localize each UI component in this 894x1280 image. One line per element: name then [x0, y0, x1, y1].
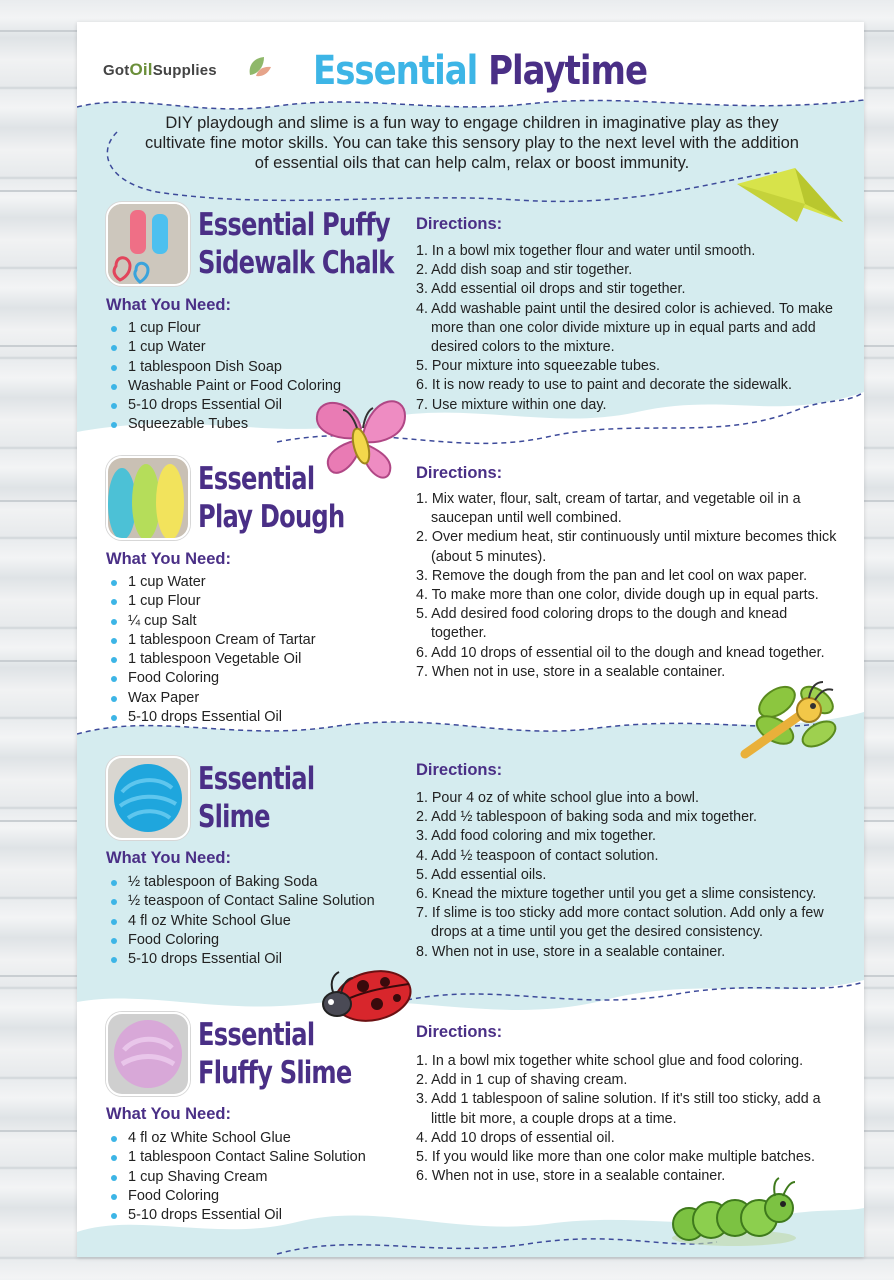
ingredient-item: 5-10 drops Essential Oil — [106, 396, 341, 415]
ingredient-item: 1 tablespoon Contact Saline Solution — [106, 1148, 366, 1167]
direction-step: 6. It is now ready to use to paint and decorate the sidewalk. — [416, 377, 792, 394]
direction-step: 1. Pour 4 oz of white school glue into a bowl. — [416, 790, 699, 806]
ingredient-item: Food Coloring — [106, 669, 316, 688]
ingredient-item: 1 tablespoon Dish Soap — [106, 358, 341, 377]
paper-plane-icon — [735, 164, 845, 226]
direction-step: 1. Mix water, flour, salt, cream of tartar, and vegetable oil in a saucepan until well combined. — [416, 491, 801, 527]
ingredient-item: 1 cup Flour — [106, 319, 341, 338]
recipe-card — [77, 22, 864, 1257]
ingredient-item: Washable Paint or Food Coloring — [106, 377, 341, 396]
ingredient-item: 5-10 drops Essential Oil — [106, 1206, 366, 1225]
ingredient-item: Wax Paper — [106, 689, 316, 708]
ingredient-item: Food Coloring — [106, 1187, 366, 1206]
ingredient-item: 4 fl oz White School Glue — [106, 1129, 366, 1148]
ingredient-item: ¼ cup Salt — [106, 612, 316, 631]
direction-step: 5. Add desired food coloring drops to the dough and knead together. — [416, 606, 788, 642]
ingredient-list-sidewalk-chalk — [106, 319, 341, 435]
what-you-need-heading: What You Need: — [106, 849, 231, 867]
ingredient-item: Food Coloring — [106, 931, 375, 950]
directions-heading: Directions: — [416, 215, 503, 233]
ingredient-list-play-dough — [106, 573, 316, 727]
ingredient-item: Squeezable Tubes — [106, 415, 341, 434]
direction-step: 3. Add essential oil drops and stir together. — [416, 281, 686, 298]
direction-step: 4. To make more than one color, divide dough up in equal parts. — [416, 587, 819, 604]
leaf-icon — [246, 55, 272, 77]
directions-heading: Directions: — [416, 1023, 503, 1041]
ingredient-list-fluffy-slime — [106, 1129, 366, 1225]
dragonfly-icon — [739, 672, 849, 762]
direction-step: 2. Add ½ tablespoon of baking soda and mix together. — [416, 809, 757, 826]
direction-step: 5. If you would like more than one color make multiple batches. — [416, 1149, 815, 1166]
direction-step: 8. When not in use, store in a sealable container. — [416, 943, 726, 960]
recipe-title-line: Essential — [198, 1017, 315, 1053]
ingredient-item: 1 cup Flour — [106, 592, 316, 611]
direction-step: 4. Add 10 drops of essential oil. — [416, 1129, 615, 1146]
recipe-photo-slime — [106, 756, 190, 840]
ingredient-item: ½ teaspoon of Contact Saline Solution — [106, 892, 375, 911]
page-title-word-essential: Essential — [313, 48, 478, 94]
recipe-title-line: Fluffy Slime — [198, 1055, 352, 1091]
directions-heading: Directions: — [416, 464, 503, 482]
direction-step: 2. Add dish soap and stir together. — [416, 262, 633, 279]
what-you-need-heading: What You Need: — [106, 550, 231, 568]
what-you-need-heading: What You Need: — [106, 1105, 231, 1123]
direction-step: 5. Pour mixture into squeezable tubes. — [416, 358, 660, 375]
ingredient-item: 4 fl oz White School Glue — [106, 912, 375, 931]
ingredient-item: 1 cup Water — [106, 338, 341, 357]
recipe-title-line: Sidewalk Chalk — [198, 245, 394, 281]
directions-list-fluffy-slime — [416, 1052, 846, 1186]
brand-logo — [103, 60, 217, 80]
logo-text-oil: Oil — [129, 60, 153, 79]
directions-heading: Directions: — [416, 761, 503, 779]
recipe-title-line: Essential — [198, 461, 315, 497]
ingredient-item: 1 tablespoon Cream of Tartar — [106, 631, 316, 650]
ingredient-item: 1 tablespoon Vegetable Oil — [106, 650, 316, 669]
ingredient-item: 5-10 drops Essential Oil — [106, 950, 375, 969]
recipe-title-slime — [198, 760, 314, 836]
recipe-photo-fluffy-slime — [106, 1012, 190, 1096]
direction-step: 6. Knead the mixture together until you get a slime consistency. — [416, 886, 817, 903]
recipe-title-line: Play Dough — [198, 499, 345, 535]
direction-step: 4. Add ½ teaspoon of contact solution. — [416, 847, 659, 864]
directions-list-slime — [416, 789, 846, 962]
direction-step: 7. When not in use, store in a sealable container. — [416, 663, 726, 680]
direction-step: 6. When not in use, store in a sealable container. — [416, 1168, 726, 1185]
directions-list-play-dough — [416, 490, 846, 682]
logo-text-supplies: Supplies — [152, 62, 217, 79]
recipe-title-sidewalk-chalk — [198, 206, 394, 282]
recipe-title-fluffy-slime — [198, 1016, 351, 1092]
direction-step: 3. Remove the dough from the pan and let cool on wax paper. — [416, 567, 808, 584]
recipe-title-line: Slime — [198, 799, 270, 835]
ingredient-list-slime — [106, 873, 375, 969]
recipe-title-play-dough — [198, 460, 344, 536]
ingredient-item: 5-10 drops Essential Oil — [106, 708, 316, 727]
what-you-need-heading: What You Need: — [106, 296, 231, 314]
direction-step: 6. Add 10 drops of essential oil to the dough and knead together. — [416, 644, 825, 661]
direction-step: 1. In a bowl mix together flour and water until smooth. — [416, 243, 756, 259]
directions-list-sidewalk-chalk — [416, 242, 846, 415]
direction-step: 3. Add 1 tablespoon of saline solution. If it's still too sticky, add a little bit more, a couple drops at a time. — [416, 1091, 821, 1127]
ingredient-item: 1 cup Shaving Cream — [106, 1168, 366, 1187]
page-title — [313, 48, 647, 94]
logo-text-got: Got — [103, 62, 130, 79]
direction-step: 3. Add food coloring and mix together. — [416, 828, 657, 845]
direction-step: 2. Add in 1 cup of shaving cream. — [416, 1072, 628, 1089]
direction-step: 5. Add essential oils. — [416, 866, 547, 883]
ingredient-item: ½ tablespoon of Baking Soda — [106, 873, 375, 892]
recipe-title-line: Essential Puffy — [198, 207, 390, 243]
ingredient-item: 1 cup Water — [106, 573, 316, 592]
caterpillar-icon — [669, 1174, 799, 1249]
page-title-word-playtime: Playtime — [488, 48, 647, 94]
recipe-photo-play-dough — [106, 456, 190, 540]
direction-step: 4. Add washable paint until the desired color is achieved. To make more than one color divide mixture up in equal parts and add desired colors to the mixture. — [416, 300, 833, 356]
recipe-title-line: Essential — [198, 761, 315, 797]
intro-paragraph: DIY playdough and slime is a fun way to engage children in imaginative play as they cultivate fine motor skills. You can take this sensory play to the next level with the addition of essential oils that can help calm, relax or boost immunity. — [145, 114, 799, 172]
direction-step: 7. If slime is too sticky add more contact solution. Add only a few drops at a time until you get the desired consistency. — [416, 905, 824, 941]
recipe-photo-sidewalk-chalk — [106, 202, 190, 286]
direction-step: 1. In a bowl mix together white school glue and food coloring. — [416, 1053, 804, 1069]
direction-step: 2. Over medium heat, stir continuously until mixture becomes thick (about 5 minutes). — [416, 529, 837, 565]
direction-step: 7. Use mixture within one day. — [416, 396, 607, 413]
